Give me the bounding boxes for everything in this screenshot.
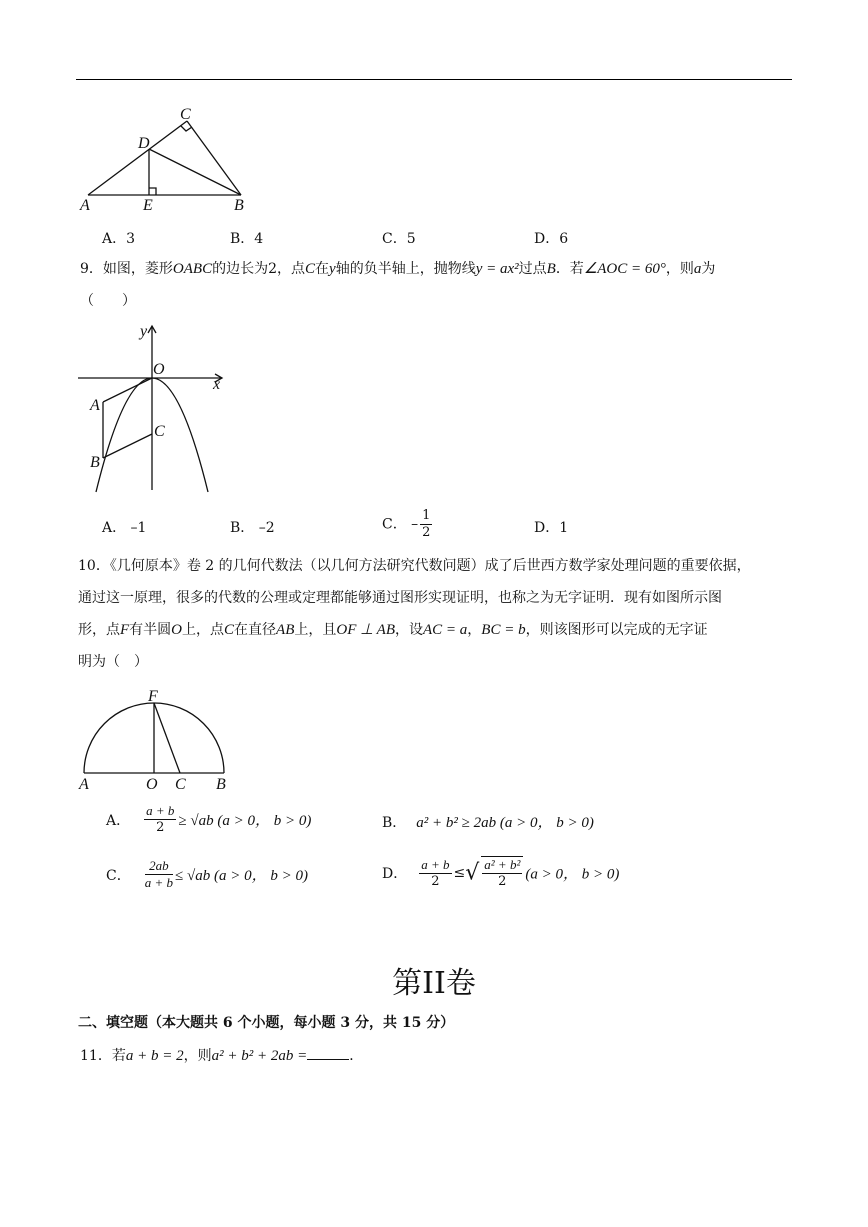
q10-label-b: B [216,776,226,792]
q11-number: 11． [80,1048,112,1064]
q10-line-1: 10．《几何原本》卷 2 的几何代数法（以几何方法研究代数问题）成了后世西方数学家处理问题的重要依据， [78,558,751,574]
q9-text-1: 如图，菱形 [102,261,173,277]
q10-option-d-sqrt-num: a² + b² [484,857,521,872]
q9-text-2: 的边长为2，点 [212,261,306,277]
q8-option-a[interactable]: A．3 [102,231,136,247]
fill-in-section-title: 二、填空题（本大题共 6 个小题，每小题 3 分，共 15 分） [78,1015,455,1031]
q10-option-c-num: 2ab [145,858,173,875]
q9-paren: （ ） [80,293,136,309]
q9-parabola: y = ax² [475,261,519,277]
q9-option-c-fraction [420,508,432,541]
q9-label-o: O [153,361,165,378]
q10-option-c[interactable] [106,858,308,891]
q10-option-a-fraction [144,803,176,836]
q10-stem [78,550,794,678]
q10-option-a-rest: ≥ √ab (a > 0， b > 0) [178,813,312,829]
q9-label-x: x [213,376,221,393]
q11-expression: a² + b² + 2ab = [211,1048,308,1064]
q10-option-c-den: a + b [144,875,173,890]
q10-option-d-radical: √ [465,860,480,886]
q9-text-4: 轴的负半轴上，抛物线 [335,261,476,277]
q10-option-a-label: A． [106,812,131,829]
q10-option-b-label: B． [382,815,407,831]
q10-ac: AC = a [422,622,468,638]
q10-line-3 [78,614,794,646]
q8-triangle-figure [76,100,266,215]
q11-answer-blank[interactable] [307,1047,349,1060]
q10-option-d-label: D． [382,866,408,882]
q10-option-d-num: a + b [421,856,450,872]
q8-label-e: E [143,197,153,214]
q10-ab: AB [276,622,295,638]
q10-text-e: 上，且 [294,622,337,638]
q11-end: ． [349,1048,364,1064]
q9-a: a [693,261,702,277]
q10-option-d[interactable] [382,856,619,890]
q10-c: C [224,622,235,638]
q8-label-c: C [180,106,191,123]
q10-option-d-sqrt-den: 2 [498,874,507,889]
q10-option-d-sqrt-fraction [481,856,523,890]
q9-number: 9． [80,261,103,277]
q9-text-3: 在 [315,261,330,277]
q10-text-g: ， [467,622,482,638]
q10-label-a: A [79,776,89,792]
q9-option-b[interactable]: B． –2 [230,520,275,536]
q8-option-b[interactable]: B．4 [230,231,264,247]
q9-angle: ∠AOC = 60° [583,261,666,277]
q8-option-d[interactable]: D．6 [534,231,569,247]
q8-label-d: D [138,135,150,152]
q10-bc: BC = b [481,622,526,638]
q10-option-d-den: 2 [431,873,440,889]
q10-option-a-num: a + b [146,803,175,818]
q8-label-a: A [80,197,90,214]
q10-text-f: ，设 [394,622,423,638]
q10-option-b-text: a² + b² ≥ 2ab (a > 0， b > 0) [416,815,594,831]
header-rule [76,79,792,80]
q10-option-d-rest: (a > 0， b > 0) [525,866,620,883]
q9-parabola-figure [74,318,234,498]
q10-line-2: 通过这一原理，很多的代数的公理或定理都能够通过图形实现证明，也称之为无字证明．现有如图所示图 [78,590,722,606]
q10-perp: OF ⊥ AB [336,622,395,638]
q10-line-4: 明为（ ） [78,654,148,670]
q10-option-c-rest: ≤ √ab (a > 0， b > 0) [175,868,308,884]
q10-label-c: C [175,776,186,792]
q9-text-7: ，则 [665,261,694,277]
q9-label-c: C [154,423,165,440]
q10-text-h: ，则该图形可以完成的无字证 [525,622,708,638]
q10-label-f: F [148,688,158,705]
q10-option-a-den: 2 [156,820,165,835]
q9-label-b: B [90,454,100,471]
part-2-heading: 第II卷 [392,966,476,1001]
q9-option-c-den: 2 [422,525,431,540]
q10-option-c-fraction [145,858,173,891]
q10-f: F [120,622,130,638]
q9-b: B [546,261,556,277]
q9-text-8: 为 [701,261,716,277]
q10-text-c: 上，点 [182,622,225,638]
q10-label-o: O [146,776,158,792]
q9-stem [80,262,715,276]
q10-option-d-fraction [419,857,451,890]
q10-text-a: 形，点 [78,622,120,638]
q8-label-b: B [234,197,244,214]
q10-semicircle-figure [76,686,236,792]
q9-y: y [329,261,336,277]
q10-option-d-mid: ≤ [453,865,466,881]
q9-option-a[interactable]: A． –1 [102,520,147,536]
q9-option-c[interactable] [382,508,434,541]
q10-option-b[interactable] [382,811,594,832]
q10-text-b: 有半圆 [129,622,172,638]
q9-option-c-num: 1 [422,508,431,523]
q9-text-6: ．若 [555,261,584,277]
q11-text-b: ，则 [183,1048,212,1064]
q9-option-c-prefix: C． – [382,516,419,533]
q9-c: C [305,261,316,277]
q9-oabc: OABC [172,261,213,277]
q10-option-c-label: C． [106,867,131,884]
q11-text-a: 若 [111,1048,126,1064]
q9-option-d[interactable]: D．1 [534,520,569,536]
q11-condition: a + b = 2 [125,1048,184,1064]
q10-option-a[interactable] [106,803,311,836]
q9-label-a: A [90,397,100,414]
q11-stem [80,1047,363,1063]
q9-text-5: 过点 [518,261,547,277]
q10-o: O [171,622,183,638]
q8-option-c[interactable]: C．5 [382,231,416,247]
q9-label-y: y [140,323,148,340]
q10-text-d: 在直径 [234,622,277,638]
